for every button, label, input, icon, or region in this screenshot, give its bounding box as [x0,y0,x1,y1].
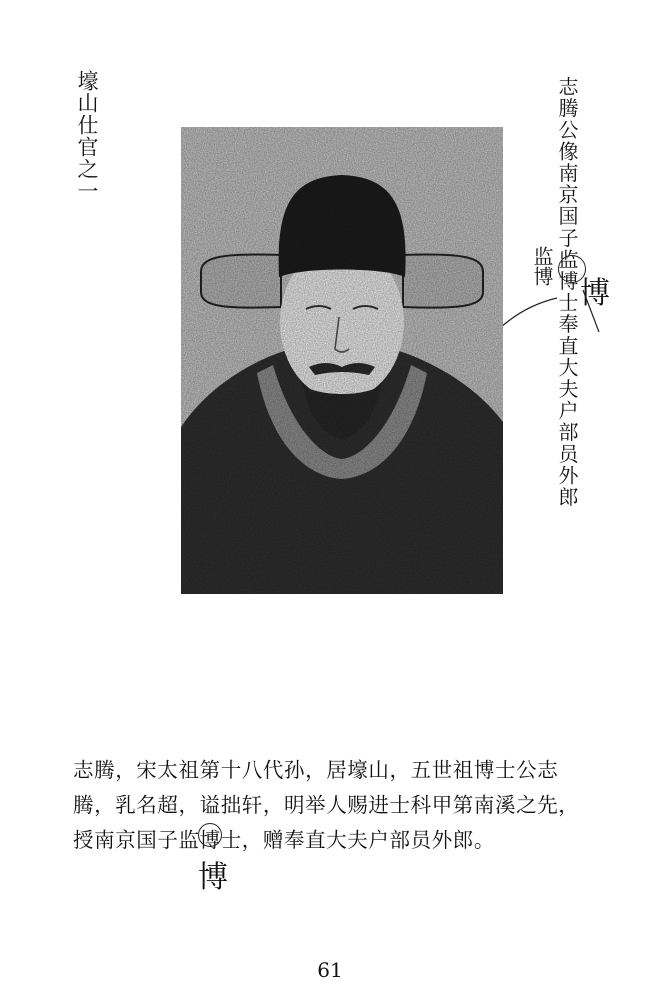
handwritten-correction-left: 监博 [530,246,554,286]
portrait-title: 志腾公像南京国子监博士奉直大夫户部员外郎 [555,76,579,508]
handwritten-correction-right: 博 [580,276,610,311]
body-line: 志腾，宋太祖第十八代孙，居壕山，五世祖博士公志 [73,758,559,782]
correction-strokes [495,280,605,340]
body-paragraph [73,753,633,858]
correction-circle [198,823,222,847]
print-grain [181,127,503,594]
portrait-image [181,127,503,594]
handwritten-correction-body: 博 [198,860,228,895]
body-line: 授南京国子监博士，赠奉直大夫户部员外郎。 [73,828,495,852]
body-line: 腾，乳名超，谥拙轩，明举人赐进士科甲第南溪之先， [73,793,580,817]
side-caption: 壕山仕官之一 [75,70,99,202]
page-number: 61 [317,958,343,982]
